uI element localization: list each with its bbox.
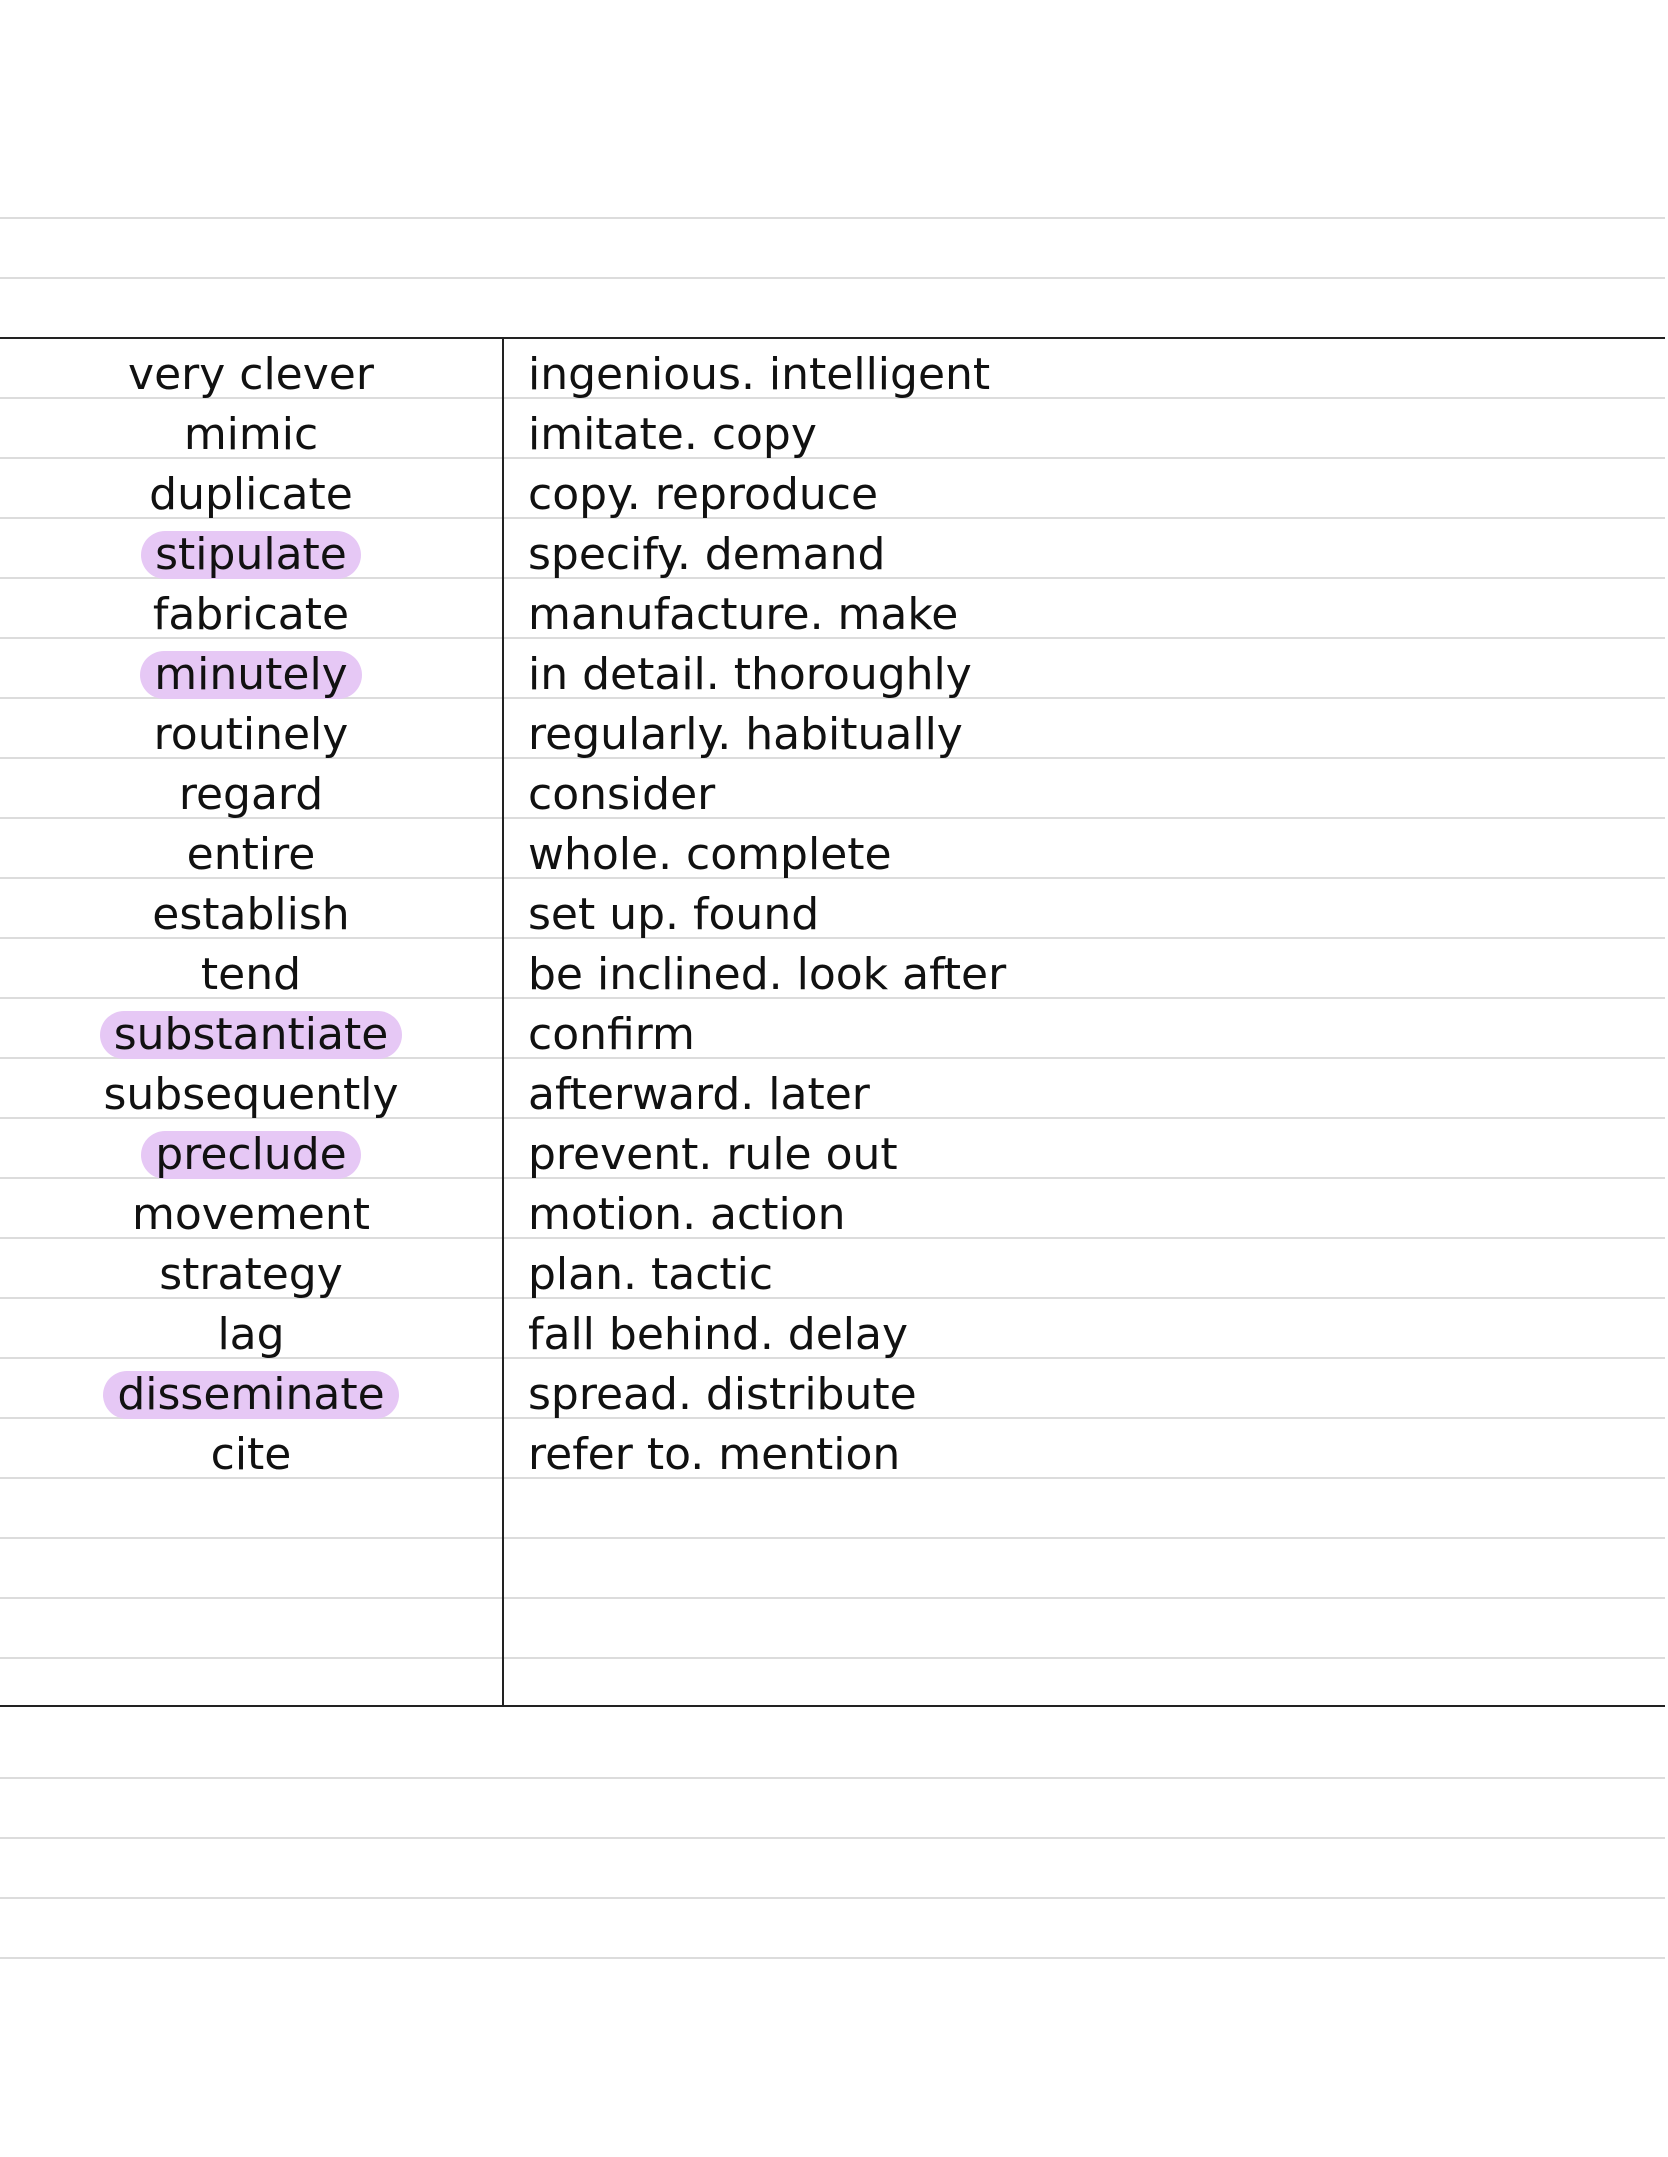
vocab-term-cell bbox=[0, 891, 502, 939]
vocab-definition: confirm bbox=[528, 1009, 695, 1060]
vocab-term-cell bbox=[0, 471, 502, 519]
vocab-term-cell bbox=[0, 1011, 502, 1059]
vocab-term: establish bbox=[152, 889, 350, 940]
vocab-term: preclude bbox=[141, 1131, 360, 1179]
vocab-definition: refer to. mention bbox=[528, 1429, 901, 1480]
vocab-definition: plan. tactic bbox=[528, 1249, 774, 1300]
table-bottom-border bbox=[0, 1705, 1665, 1707]
ruled-line bbox=[0, 1897, 1665, 1899]
vocab-term: routinely bbox=[153, 709, 349, 760]
ruled-line bbox=[0, 1597, 1665, 1599]
vocab-term-cell bbox=[0, 1251, 502, 1299]
vocab-term: cite bbox=[210, 1429, 292, 1480]
vocab-term-cell bbox=[0, 591, 502, 639]
vocab-definition: imitate. copy bbox=[528, 409, 817, 460]
vocab-term-cell bbox=[0, 411, 502, 459]
vocab-definition: ingenious. intelligent bbox=[528, 349, 991, 400]
vocab-row bbox=[0, 697, 1665, 760]
vocab-row bbox=[0, 1057, 1665, 1120]
vocab-term-cell bbox=[0, 531, 502, 579]
vocab-term: entire bbox=[186, 829, 316, 880]
vocab-term: fabricate bbox=[152, 589, 350, 640]
ruled-line bbox=[0, 217, 1665, 219]
ruled-line bbox=[0, 1777, 1665, 1779]
vocab-row bbox=[0, 877, 1665, 940]
vocab-definition: specify. demand bbox=[528, 529, 886, 580]
vocab-term-cell bbox=[0, 1131, 502, 1179]
vocab-definition: consider bbox=[528, 769, 716, 820]
vocab-term: disseminate bbox=[103, 1371, 398, 1419]
vocab-row bbox=[0, 577, 1665, 640]
vocab-row bbox=[0, 457, 1665, 520]
vocab-row bbox=[0, 337, 1665, 400]
vocab-term-cell bbox=[0, 1071, 502, 1119]
vocab-term: subsequently bbox=[103, 1069, 399, 1120]
vocab-row bbox=[0, 1417, 1665, 1480]
vocab-term-cell bbox=[0, 1431, 502, 1479]
vocab-row bbox=[0, 817, 1665, 880]
vocab-definition: set up. found bbox=[528, 889, 820, 940]
vocab-term-cell bbox=[0, 831, 502, 879]
vocab-term-cell bbox=[0, 1191, 502, 1239]
ruled-line bbox=[0, 1537, 1665, 1539]
vocab-row bbox=[0, 1117, 1665, 1180]
vocab-term: regard bbox=[178, 769, 324, 820]
ruled-line bbox=[0, 277, 1665, 279]
ruled-line bbox=[0, 1837, 1665, 1839]
vocab-term: duplicate bbox=[149, 469, 353, 520]
vocab-definition: prevent. rule out bbox=[528, 1129, 898, 1180]
vocab-row bbox=[0, 1177, 1665, 1240]
ruled-line bbox=[0, 1957, 1665, 1959]
vocab-term: lag bbox=[217, 1309, 285, 1360]
vocab-definition: motion. action bbox=[528, 1189, 846, 1240]
vocab-term: movement bbox=[132, 1189, 370, 1240]
vocab-row bbox=[0, 1357, 1665, 1420]
vocab-definition: be inclined. look after bbox=[528, 949, 1007, 1000]
vocab-term: mimic bbox=[183, 409, 319, 460]
vocab-term-cell bbox=[0, 1371, 502, 1419]
vocab-definition: afterward. later bbox=[528, 1069, 870, 1120]
vocab-term: stipulate bbox=[141, 531, 361, 579]
vocab-row bbox=[0, 1297, 1665, 1360]
vocab-definition: spread. distribute bbox=[528, 1369, 917, 1420]
vocab-row bbox=[0, 637, 1665, 700]
vocab-term: strategy bbox=[159, 1249, 343, 1300]
vocab-definition: copy. reproduce bbox=[528, 469, 879, 520]
vocab-term-cell bbox=[0, 951, 502, 999]
vocab-row bbox=[0, 1237, 1665, 1300]
vocab-term: very clever bbox=[128, 349, 374, 400]
vocab-definition: manufacture. make bbox=[528, 589, 959, 640]
vocab-term: substantiate bbox=[100, 1011, 403, 1059]
vocab-definition: whole. complete bbox=[528, 829, 892, 880]
vocab-row bbox=[0, 517, 1665, 580]
vocab-term-cell bbox=[0, 711, 502, 759]
ruled-line bbox=[0, 1657, 1665, 1659]
vocab-row bbox=[0, 997, 1665, 1060]
vocab-definition: regularly. habitually bbox=[528, 709, 963, 760]
vocab-row bbox=[0, 757, 1665, 820]
vocab-row bbox=[0, 397, 1665, 460]
vocab-definition: in detail. thoroughly bbox=[528, 649, 972, 700]
vocab-row bbox=[0, 937, 1665, 1000]
vocab-term-cell bbox=[0, 1311, 502, 1359]
vocab-term: tend bbox=[200, 949, 302, 1000]
vocab-term-cell bbox=[0, 351, 502, 399]
vocab-term: minutely bbox=[140, 651, 361, 699]
vocab-term-cell bbox=[0, 651, 502, 699]
vocab-term-cell bbox=[0, 771, 502, 819]
vocab-definition: fall behind. delay bbox=[528, 1309, 909, 1360]
